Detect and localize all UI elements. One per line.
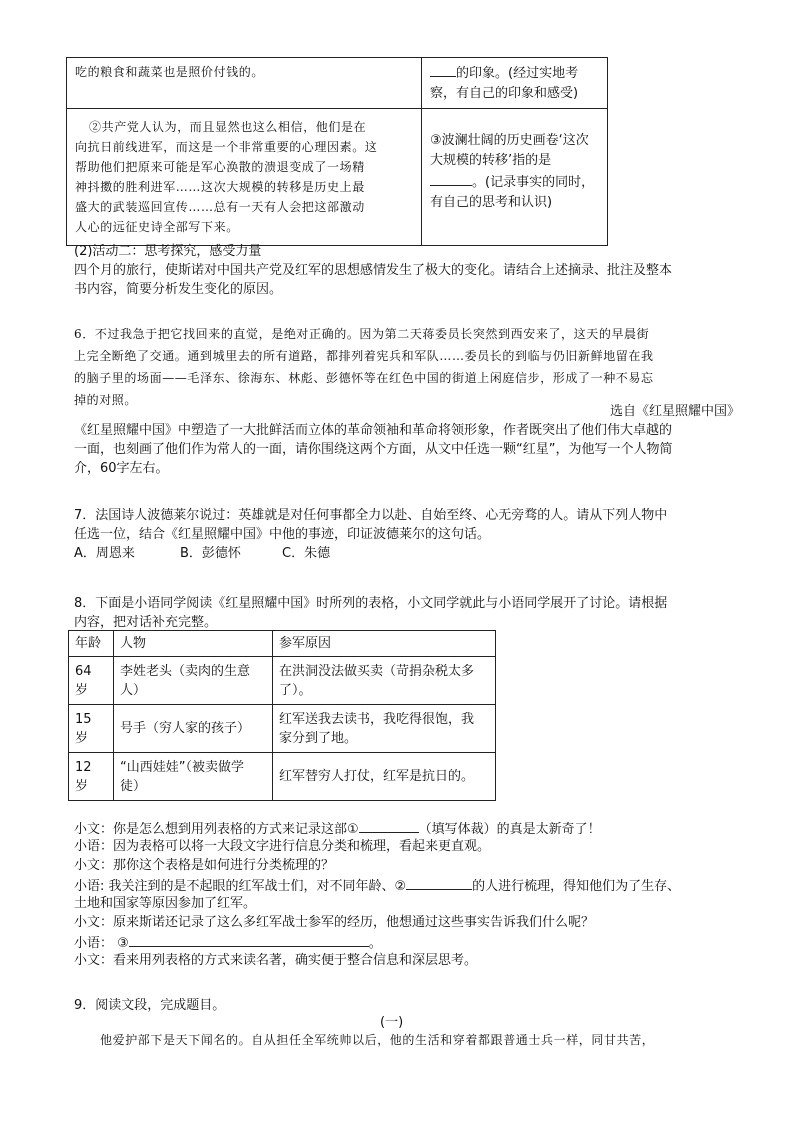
q6-line: 一面，也刻画了他们作为常人的一面，请你围绕这两个方面，从文中任选一颗“红星”，为他写一个人物简 [74,442,673,457]
person-cell: 号手（穷人家的孩子） [114,705,273,753]
annotation-line: ③波澜壮阔的历史画卷‘这次 [430,133,589,148]
age-cell: 12 岁 [69,753,114,801]
excerpt-row-2 [67,109,608,246]
q6-quote: 的脑子里的场面——毛泽东、徐海东、林彪、彭德怀等在红色中国的街道上闲庭信步，形成了一种不易忘 [74,371,654,385]
annotation-line: 大规模的转移’指的是 [430,153,552,168]
q9-title: 9．阅读文段，完成题目。 [74,998,226,1013]
excerpt-text: 神抖擞的胜利进军……这次大规模的转移是历史上最 [75,180,365,194]
annotation-cell [422,109,608,246]
activity2-title: (2)活动二：思考探究，感受力量 [74,244,262,259]
activity2-line: 四个月的旅行，使斯诺对中国共产党及红军的思想感情发生了极大的变化。请结合上述摘录、批注及整本 [74,263,673,278]
excerpt-cell-left [67,58,422,109]
person-cell: 李姓老头（卖肉的生意 人） [114,657,273,705]
dialog-line: 小语： ③ 。 [74,932,382,954]
annotation-line: 。(记录事实的同时， [430,171,599,193]
dialog-line: 小语：因为表格可以将一大段文字进行信息分类和梳理，看起来更直观。 [74,839,491,854]
q8-line: 8．下面是小语同学阅读《红星照耀中国》时所列的表格，小文同学就此与小语同学展开了讨论。请根据 [74,596,668,611]
dialog-line: 土地和国家等原因参加了红军。 [74,896,257,911]
excerpt-table [66,57,608,246]
header-person: 人物 [114,631,273,657]
excerpt-text: 人心的远征史诗全部写下来。 [75,220,239,234]
q6-line: 《红星照耀中国》中塑造了一大批鲜活而立体的革命领袖和革命将领形象，作者既突出了他们伟大卓越的 [74,423,673,438]
q7-line: 7．法国诗人波德莱尔说过：英雄就是对任何事都全力以赴、自始至终、心无旁骛的人。请从下列人物中 [74,508,668,523]
q7-line: 任选一位，结合《红星照耀中国》中他的事迹，印证波德莱尔的这句话。 [74,527,491,542]
table-row [69,705,496,753]
dialog-line: 小文：你是怎么想到用列表格的方式来记录这部① （填写体裁）的真是太新奇了！ [74,818,601,840]
excerpt-text: 盛大的武装巡回宣传……总有一天有人会把这部激动 [75,200,365,214]
table-row [69,657,496,705]
q6-quote: 掉的对照。 [74,393,138,407]
q9-section: (一) [380,1015,404,1030]
header-age: 年龄 [69,631,114,657]
reason-cell: 红军替穷人打仗，红军是抗日的。 [273,753,496,801]
excerpt-text: ②共产党人认为，而且显然也这么相信，他们是在 [89,120,367,134]
answer-blank[interactable] [430,62,456,77]
q7-option-b: B．彭德怀 [180,546,241,561]
annotation-line: 有自己的思考和认识) [430,195,553,210]
q7-option-c: C．朱德 [282,546,331,561]
q6-source: 选自《红星照耀中国》 [609,404,740,419]
activity2-line: 书内容，简要分析发生变化的原因。 [74,282,283,297]
annotation-cell [422,58,608,109]
answer-blank-3[interactable] [129,932,369,947]
person-cell: “山西娃娃”（被卖做学 徒） [114,753,273,801]
excerpt-row-1 [67,58,608,109]
age-cell: 64 岁 [69,657,114,705]
answer-blank-2[interactable] [406,875,472,890]
q8-line: 内容，把对话补充完整。 [74,615,218,630]
q7-option-a: A．周恩来 [74,546,135,561]
reason-cell: 红军送我去读书，我吃得很饱，我 家分到了地。 [273,705,496,753]
annotation-line: 的印象。(经过实地考 [430,62,599,84]
recruit-table [68,630,496,801]
dialog-line: 小语: 我关注到的是不起眼的红军战士们，对不同年龄、② 的人进行梳理，得知他们为了生存、 [74,875,680,897]
answer-blank-1[interactable] [359,818,419,833]
dialog-line: 小文：原来斯诺还记录了这么多红军战士参军的经历，他想通过这些事实告诉我们什么呢？ [74,915,595,930]
excerpt-text: 向抗日前线进军，而这是一个非常重要的心理因素。这 [75,140,378,154]
q6-quote: 6．不过我急于把它找回来的直觉，是绝对正确的。因为第二天蒋委员长突然到西安来了，这天的早晨街 [74,327,650,341]
age-cell: 15 岁 [69,705,114,753]
excerpt-cell-left [67,109,422,246]
q6-line: 介，60字左右。 [74,461,169,476]
dialog-line: 小文：看来用列表格的方式来读名著，确实便于整合信息和深层思考。 [74,953,478,968]
excerpt-text: 帮助他们把原来可能是军心涣散的溃退变成了一场精 [75,160,365,174]
table-row [69,753,496,801]
dialog-line: 小文：那你这个表格是如何进行分类梳理的？ [74,858,335,873]
q9-text: 他爱护部下是天下闻名的。自从担任全军统帅以后，他的生活和穿着都跟普通士兵一样，同甘共苦， [100,1033,655,1047]
answer-blank[interactable] [430,171,472,186]
q6-quote: 上完全断绝了交通。通到城里去的所有道路，都排列着宪兵和军队……委员长的到临与仍旧新鲜地留在我 [74,349,654,363]
recruit-table-header [69,631,496,657]
header-reason: 参军原因 [273,631,496,657]
annotation-line: 察，有自己的印象和感受) [430,86,579,101]
excerpt-text: 吃的粮食和蔬菜也是照价付钱的。 [75,65,265,79]
reason-cell: 在洪洞没法做买卖（苛捐杂税太多 了）。 [273,657,496,705]
